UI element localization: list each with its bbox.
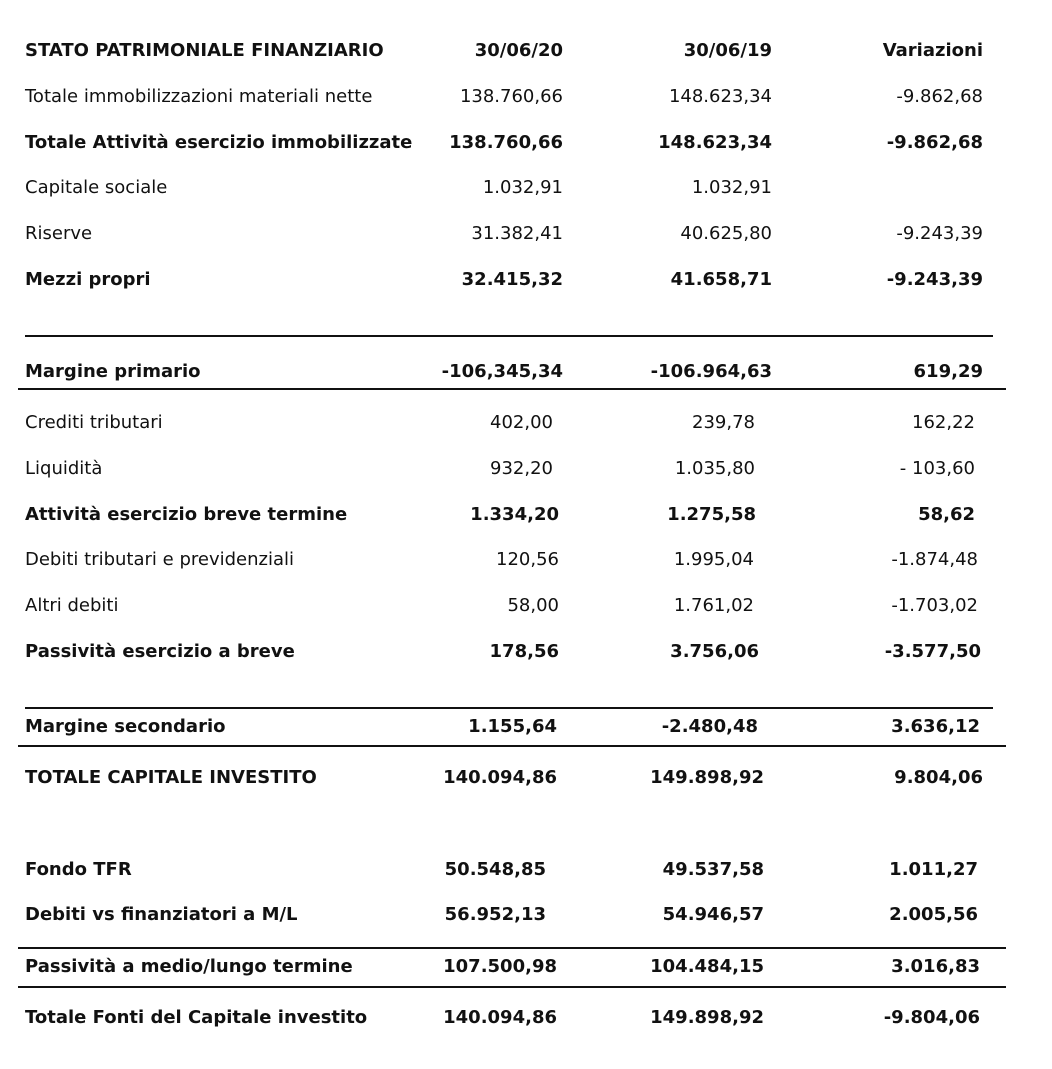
value-2020: 1.155,64	[468, 716, 557, 737]
column-header-variazioni: Variazioni	[882, 40, 983, 61]
value-variation: -1.874,48	[891, 549, 978, 570]
table-row	[0, 80, 1052, 114]
value-2020: 932,20	[490, 458, 553, 479]
value-variation: 1.011,27	[889, 859, 978, 880]
table-header	[0, 34, 1052, 68]
value-2019: 104.484,15	[650, 956, 764, 977]
value-2019: 54.946,57	[662, 904, 764, 925]
value-2019: 41.658,71	[670, 269, 772, 290]
value-variation: -1.703,02	[891, 595, 978, 616]
divider	[25, 707, 993, 709]
value-2019: 1.275,58	[667, 504, 756, 525]
table-row	[0, 498, 1052, 532]
table-row	[0, 589, 1052, 623]
value-2020: 107.500,98	[443, 956, 557, 977]
value-2019: 148.623,34	[658, 132, 772, 153]
table-row	[0, 635, 1052, 669]
table-row	[0, 761, 1052, 795]
table-row	[0, 355, 1052, 389]
table-row	[0, 543, 1052, 577]
row-label: Passività a medio/lungo termine	[25, 956, 353, 977]
value-2019: 1.032,91	[691, 177, 772, 198]
value-variation: 9.804,06	[894, 767, 983, 788]
table-row	[0, 452, 1052, 486]
value-2019: 148.623,34	[668, 86, 772, 107]
value-2020: 402,00	[490, 412, 553, 433]
row-label: Margine secondario	[25, 716, 226, 737]
value-2019: 1.761,02	[673, 595, 754, 616]
row-label: Totale immobilizzazioni materiali nette	[25, 86, 373, 107]
value-2020: 140.094,86	[443, 767, 557, 788]
table-row	[0, 898, 1052, 932]
value-variation: 619,29	[913, 361, 983, 382]
value-2020: 178,56	[489, 641, 559, 662]
value-2020: 120,56	[496, 549, 559, 570]
row-label: Attività esercizio breve termine	[25, 504, 348, 525]
row-label: Mezzi propri	[25, 269, 151, 290]
value-2020: -106,345,34	[441, 361, 563, 382]
divider	[18, 745, 1006, 747]
value-variation: - 103,60	[899, 458, 975, 479]
value-variation: -9.243,39	[896, 223, 983, 244]
value-2019: -2.480,48	[661, 716, 758, 737]
value-variation: 3.636,12	[891, 716, 980, 737]
table-row	[0, 171, 1052, 205]
value-2020: 50.548,85	[444, 859, 546, 880]
table-row	[0, 263, 1052, 297]
table-row	[0, 217, 1052, 251]
value-2019: 1.035,80	[674, 458, 755, 479]
value-variation: -3.577,50	[884, 641, 981, 662]
table-row	[0, 710, 1052, 744]
value-2020: 1.334,20	[470, 504, 559, 525]
row-label: Debiti tributari e previdenziali	[25, 549, 294, 570]
value-2020: 1.032,91	[482, 177, 563, 198]
table-row	[0, 950, 1052, 984]
value-variation: 58,62	[918, 504, 975, 525]
value-2019: 149.898,92	[650, 767, 764, 788]
value-2020: 58,00	[507, 595, 559, 616]
value-2019: -106.964,63	[650, 361, 772, 382]
table-row	[0, 853, 1052, 887]
row-label: Riserve	[25, 223, 93, 244]
value-variation: 3.016,83	[891, 956, 980, 977]
value-2019: 49.537,58	[662, 859, 764, 880]
value-2020: 31.382,41	[471, 223, 563, 244]
value-variation: -9.243,39	[886, 269, 983, 290]
value-2020: 138.760,66	[459, 86, 563, 107]
value-2020: 140.094,86	[443, 1007, 557, 1028]
row-label: Passività esercizio a breve	[25, 641, 295, 662]
value-variation: -9.862,68	[896, 86, 983, 107]
divider	[18, 388, 1006, 390]
row-label: Capitale sociale	[25, 177, 168, 198]
value-2019: 40.625,80	[680, 223, 772, 244]
value-2020: 32.415,32	[461, 269, 563, 290]
column-header-2020: 30/06/20	[474, 40, 563, 61]
value-2019: 1.995,04	[673, 549, 754, 570]
table-title: STATO PATRIMONIALE FINANZIARIO	[25, 40, 384, 61]
value-variation: 2.005,56	[889, 904, 978, 925]
divider	[25, 335, 993, 337]
divider	[18, 947, 1006, 949]
row-label: Debiti vs finanziatori a M/L	[25, 904, 298, 925]
row-label: Altri debiti	[25, 595, 119, 616]
value-2020: 56.952,13	[444, 904, 546, 925]
row-label: TOTALE CAPITALE INVESTITO	[25, 767, 317, 788]
table-row	[0, 1001, 1052, 1035]
value-2019: 149.898,92	[650, 1007, 764, 1028]
row-label: Fondo TFR	[25, 859, 132, 880]
table-row	[0, 406, 1052, 440]
row-label: Margine primario	[25, 361, 201, 382]
row-label: Totale Fonti del Capitale investito	[25, 1007, 368, 1028]
column-header-2019: 30/06/19	[683, 40, 772, 61]
table-row	[0, 126, 1052, 160]
value-variation: 162,22	[912, 412, 975, 433]
row-label: Liquidità	[25, 458, 103, 479]
row-label: Totale Attività esercizio immobilizzate	[25, 132, 413, 153]
value-variation: -9.862,68	[886, 132, 983, 153]
row-label: Crediti tributari	[25, 412, 163, 433]
value-2020: 138.760,66	[449, 132, 563, 153]
divider	[18, 986, 1006, 988]
value-2019: 3.756,06	[670, 641, 759, 662]
value-variation: -9.804,06	[883, 1007, 980, 1028]
value-2019: 239,78	[692, 412, 755, 433]
